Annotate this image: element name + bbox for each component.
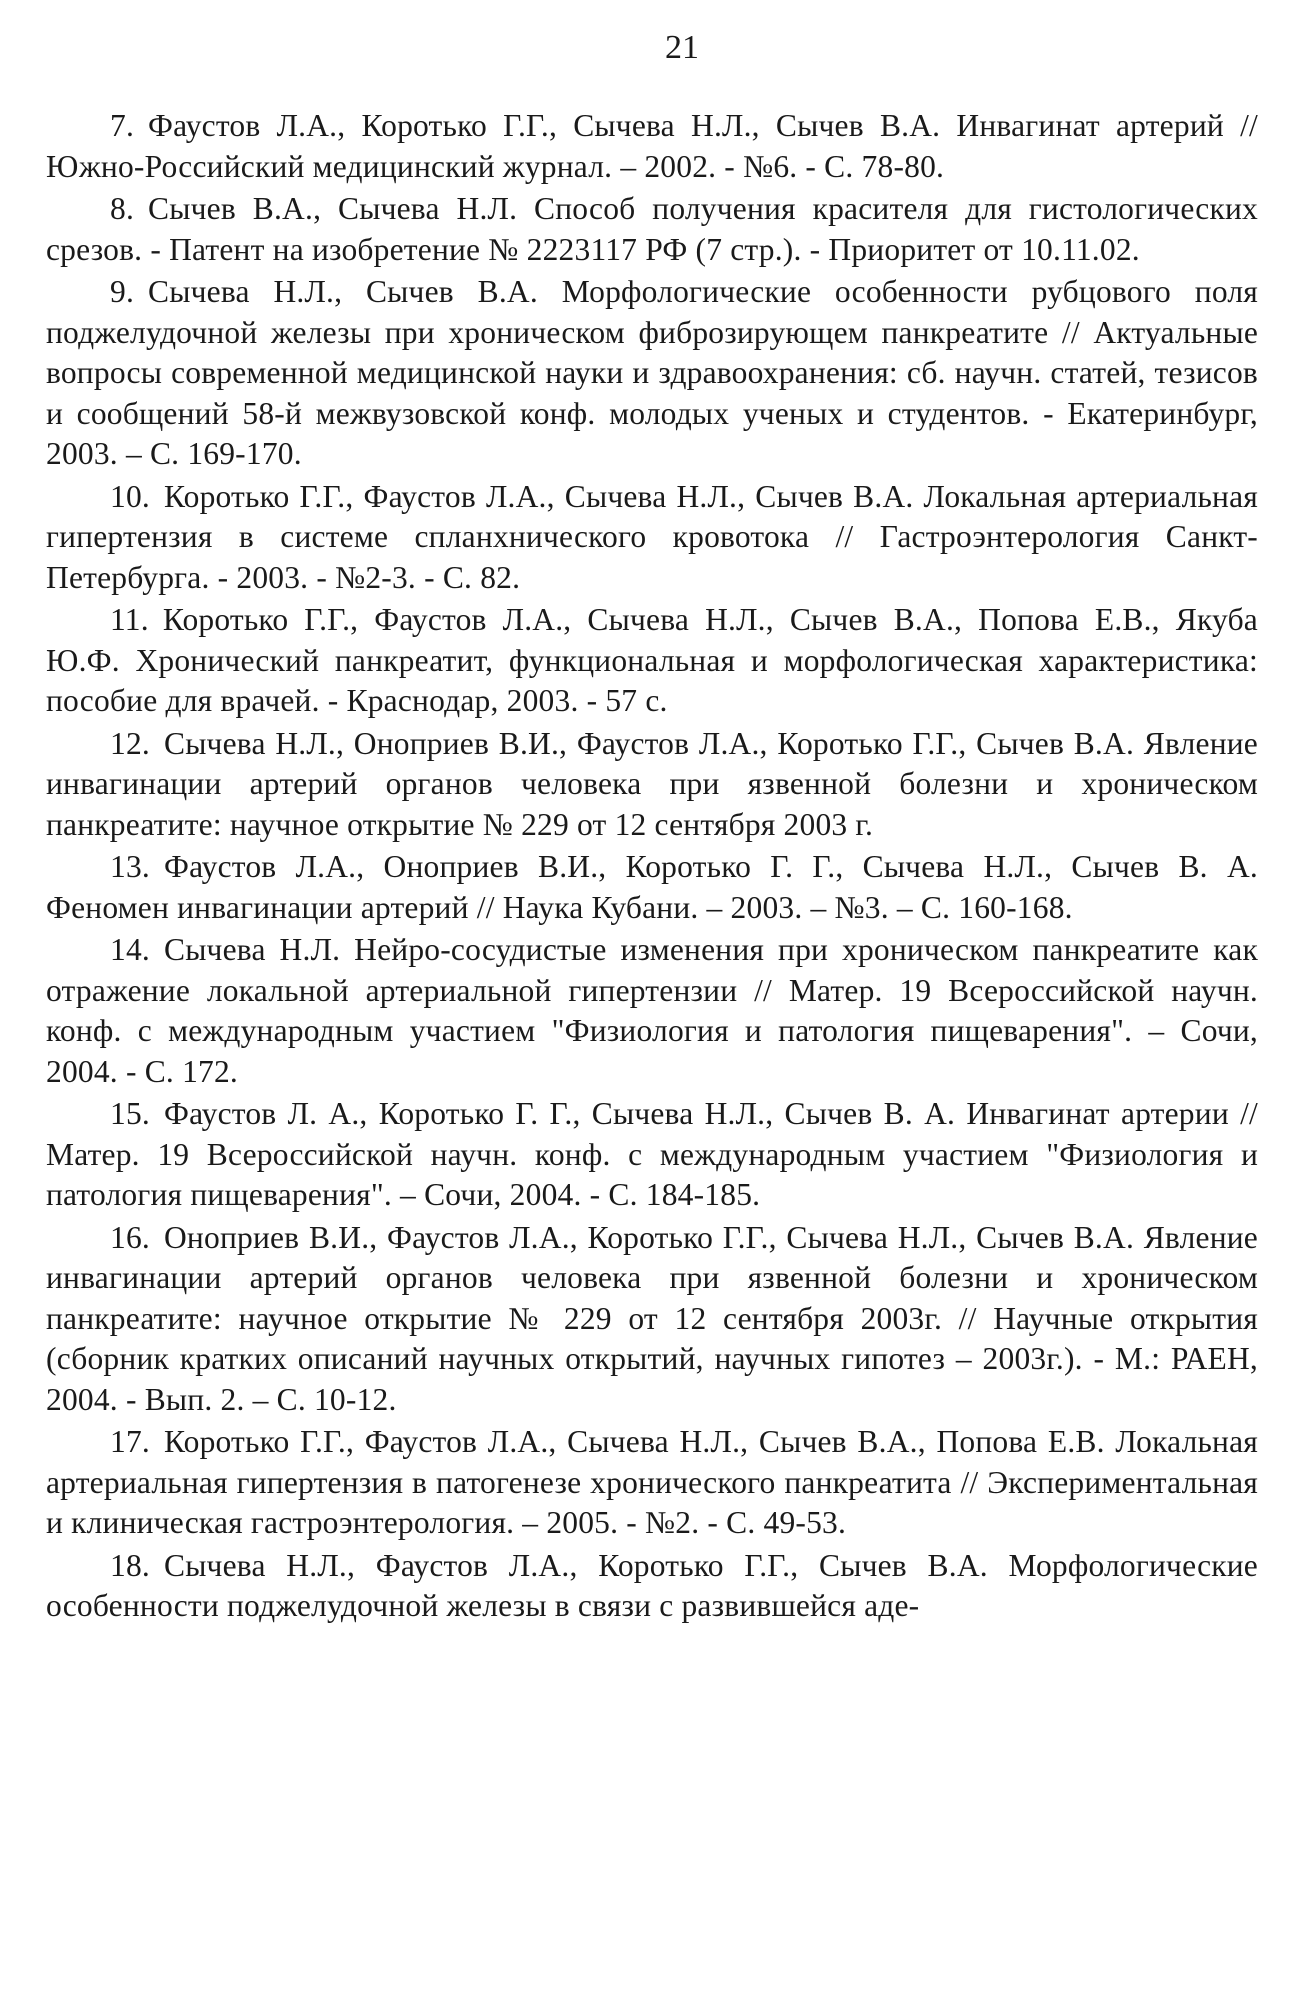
reference-item	[46, 1218, 1258, 1421]
reference-number: 7.	[110, 108, 135, 143]
reference-text: Фаустов Л. А., Коротько Г. Г., Сычева Н.Л., Сычев В. А. Инвагинат артерии // Матер. 19 Всероссийской научн. конф. с международным участием "Физиология и патология пищеварения". – Сочи, 2004. - С. 184-185.	[46, 1096, 1258, 1212]
reference-number: 15.	[110, 1096, 150, 1131]
reference-text: Сычева Н.Л., Оноприев В.И., Фаустов Л.А., Коротько Г.Г., Сычев В.А. Явление инвагинации артерий органов человека при язвенной болезни и хроническом панкреатите: научное открытие № 229 от 12 сентября 2003 г.	[46, 725, 1258, 842]
reference-number: 14.	[110, 932, 150, 967]
reference-item	[46, 106, 1258, 187]
reference-item	[46, 189, 1258, 270]
reference-number: 12.	[110, 725, 150, 761]
reference-number: 18.	[110, 1547, 150, 1583]
reference-number: 8.	[110, 191, 135, 226]
reference-item	[46, 1546, 1258, 1627]
reference-number: 17.	[110, 1424, 150, 1459]
reference-number: 13.	[110, 849, 150, 884]
reference-text: Коротько Г.Г., Фаустов Л.А., Сычева Н.Л., Сычев В.А. Локальная артериальная гипертензия в системе спланхнического кровотока // Гастроэнтерология Санкт-Петербурга. - 2003. - №2-3. - С. 82.	[46, 478, 1258, 595]
reference-number: 11.	[110, 602, 149, 637]
reference-text: Коротько Г.Г., Фаустов Л.А., Сычева Н.Л., Сычев В.А., Попова Е.В., Якуба Ю.Ф. Хронический панкреатит, функциональная и морфологическая характеристика: пособие для врачей. - Краснодар, 2003. - 57 с.	[46, 602, 1258, 718]
reference-item	[46, 1422, 1258, 1544]
reference-item	[46, 272, 1258, 475]
reference-number: 16.	[110, 1219, 150, 1255]
reference-text: Сычева Н.Л., Сычев В.А. Морфологические особенности рубцового поля поджелудочной железы при хроническом фиброзирующем панкреатите // Актуальные вопросы современной медицинской науки и здравоохранения: сб. научн. статей, тезисов и сообщений 58-й межвузовской конф. молодых ученых и студентов. - Екатеринбург, 2003. – С. 169-170.	[46, 274, 1258, 471]
reference-text: Сычев В.А., Сычева Н.Л. Способ получения красителя для гистологических срезов. - Патент на изобретение № 2223117 РФ (7 стр.). - Приоритет от 10.11.02.	[46, 191, 1258, 267]
reference-text: Сычева Н.Л. Нейро-сосудистые изменения при хроническом панкреатите как отражение локальной артериальной гипертензии // Матер. 19 Всероссийской научн. конф. с международным участием "Физиология и патология пищеварения". – Сочи, 2004. - С. 172.	[46, 932, 1258, 1089]
reference-text: Сычева Н.Л., Фаустов Л.А., Коротько Г.Г., Сычев В.А. Морфологические особенности поджелудочной железы в связи с развившейся аде-	[46, 1547, 1258, 1623]
reference-item	[46, 477, 1258, 599]
page-number: 21	[665, 29, 699, 66]
reference-text: Фаустов Л.А., Коротько Г.Г., Сычева Н.Л., Сычев В.А. Инвагинат артерий // Южно-Российский медицинский журнал. – 2002. - №6. - С. 78-80.	[46, 108, 1258, 184]
reference-item	[46, 724, 1258, 846]
reference-item	[46, 847, 1258, 928]
reference-number: 10.	[110, 478, 150, 514]
reference-list	[46, 106, 1258, 1627]
reference-item	[46, 1094, 1258, 1216]
reference-text: Оноприев В.И., Фаустов Л.А., Коротько Г.Г., Сычева Н.Л., Сычев В.А. Явление инвагинации артерий органов человека при язвенной болезни и хроническом панкреатите: научное открытие № 229 от 12 сентября 2003г. // Научные открытия (сборник кратких описаний научных открытий, научных гипотез – 2003г.). - М.: РАЕН, 2004. - Вып. 2. – С. 10-12.	[46, 1219, 1258, 1417]
reference-text: Фаустов Л.А., Оноприев В.И., Коротько Г. Г., Сычева Н.Л., Сычев В. А. Феномен инвагинации артерий // Наука Кубани. – 2003. – №3. – С. 160-168.	[46, 849, 1258, 925]
reference-item	[46, 930, 1258, 1092]
reference-number: 9.	[110, 274, 135, 309]
reference-text: Коротько Г.Г., Фаустов Л.А., Сычева Н.Л., Сычев В.А., Попова Е.В. Локальная артериальная гипертензия в патогенезе хронического панкреатита // Экспериментальная и клиническая гастроэнтерология. – 2005. - №2. - С. 49-53.	[46, 1424, 1258, 1540]
reference-item	[46, 600, 1258, 722]
